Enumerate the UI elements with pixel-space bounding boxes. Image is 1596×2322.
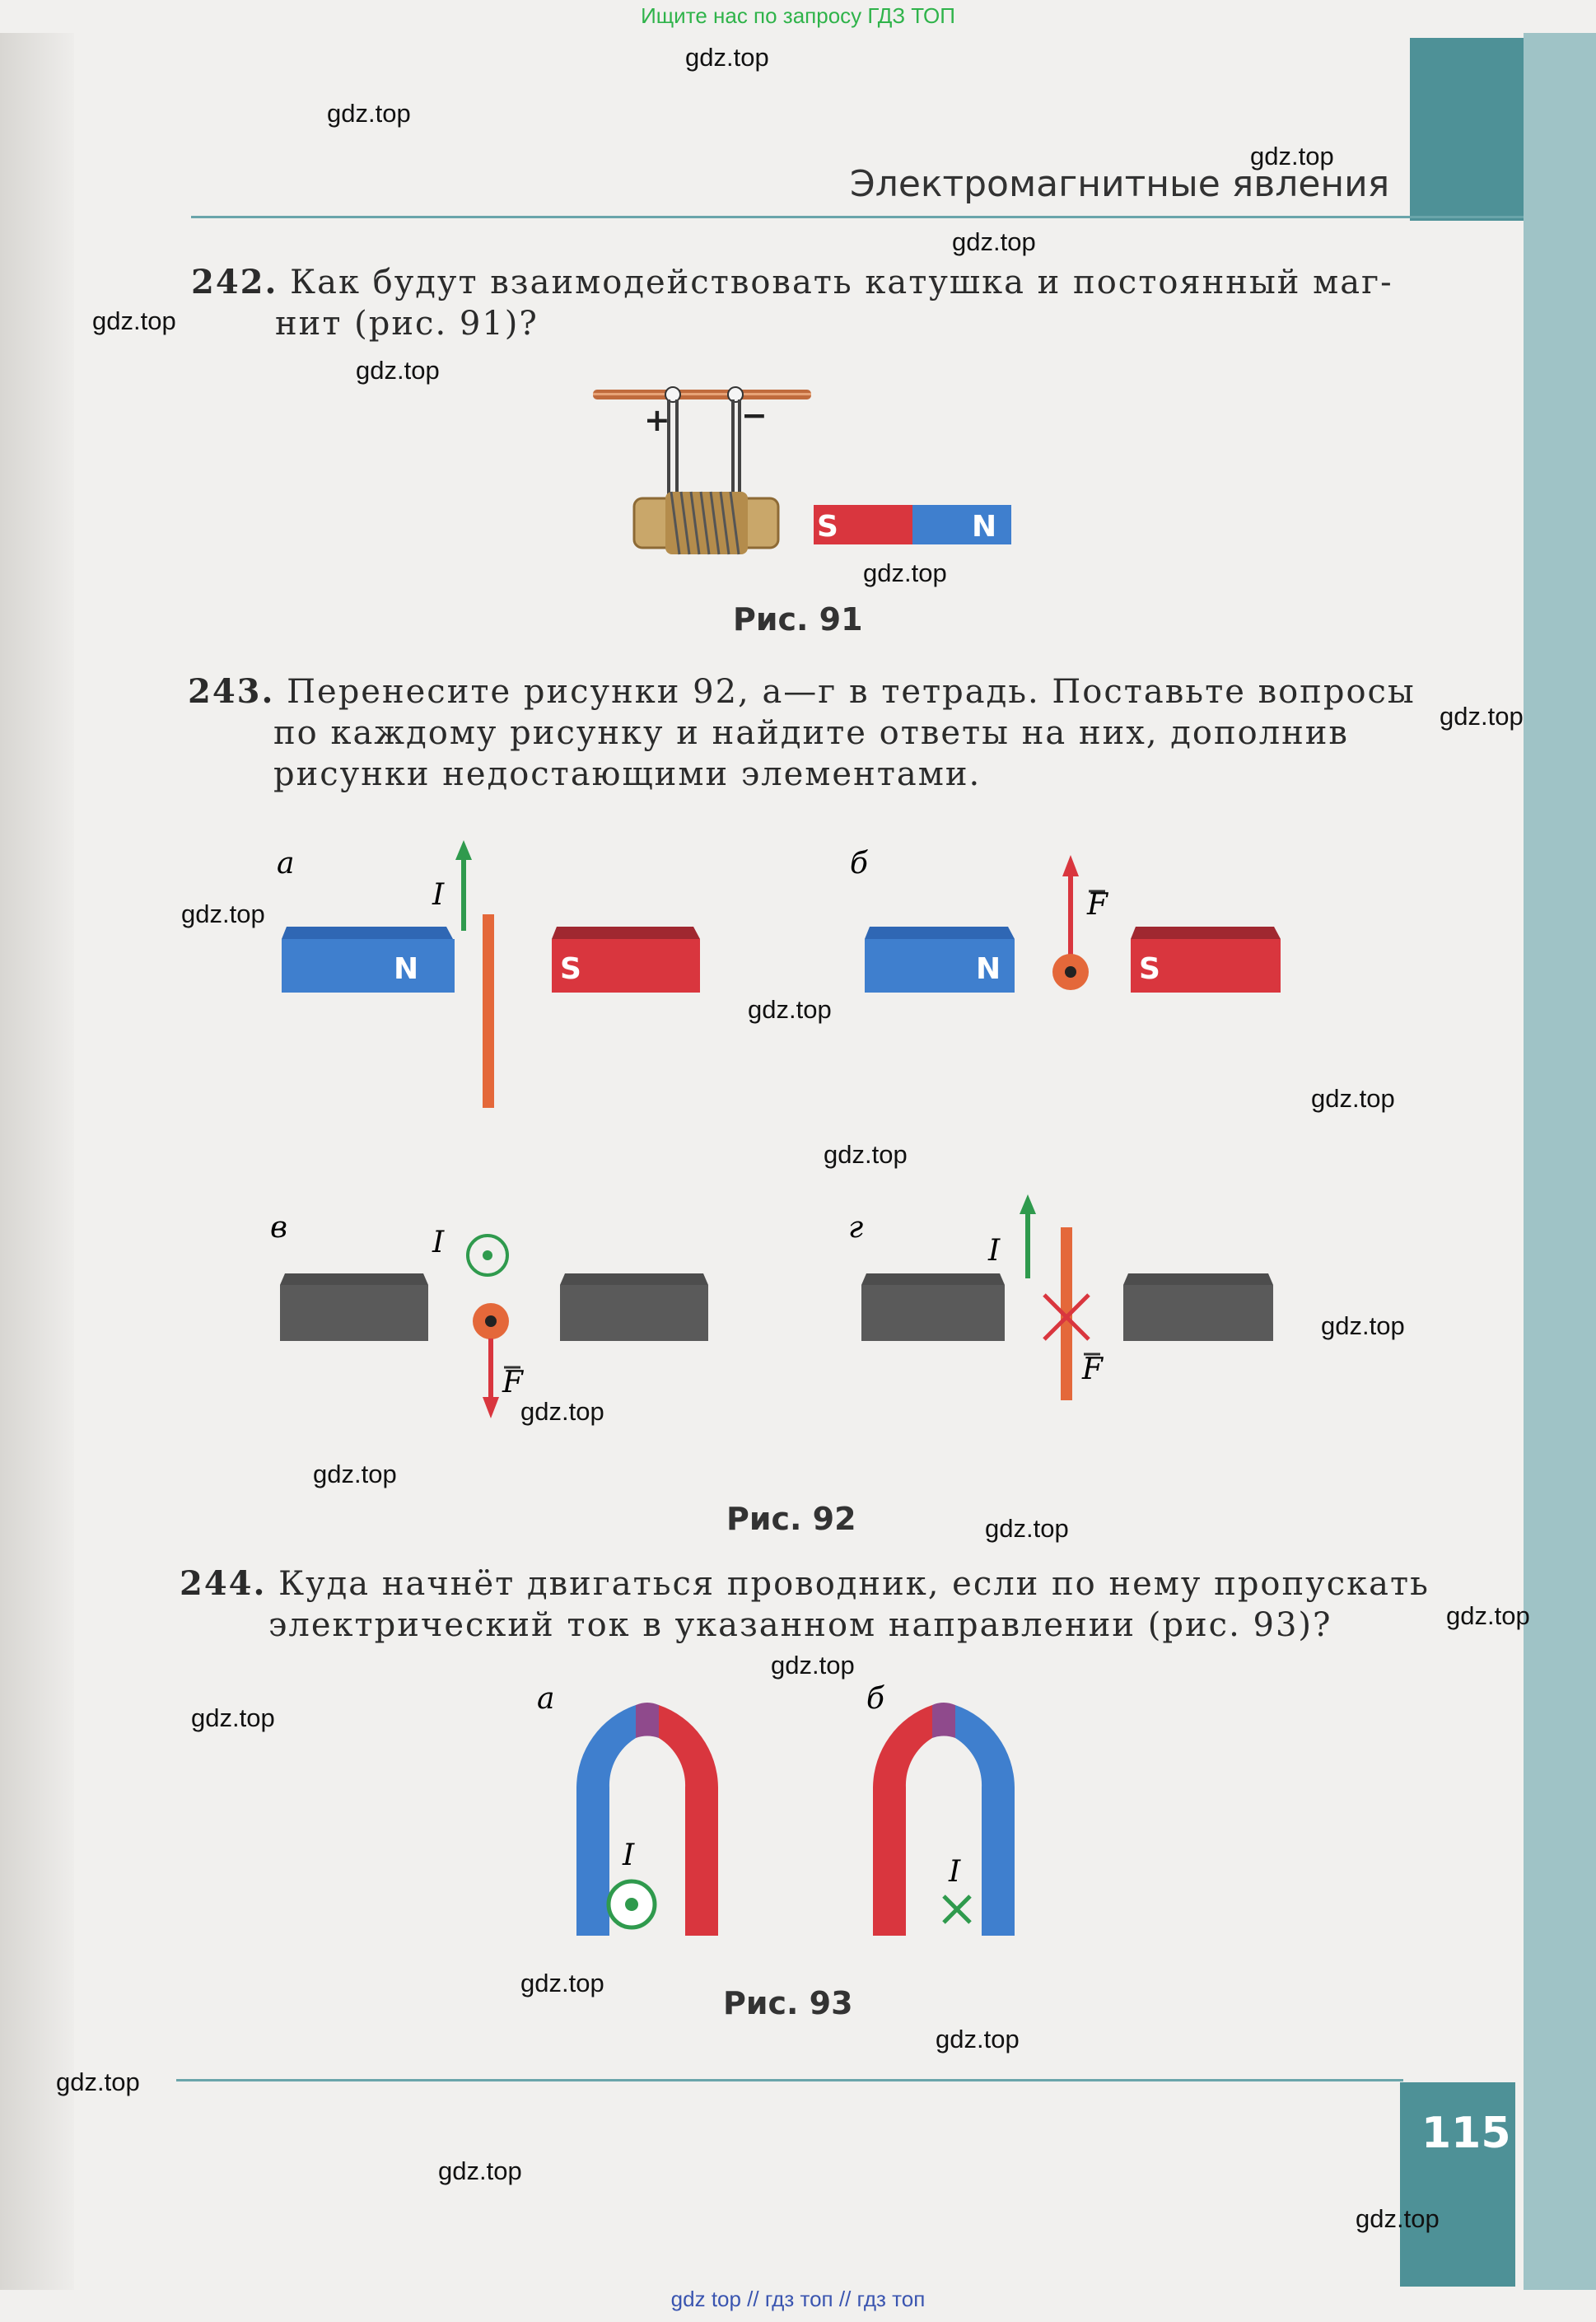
problem-text-line: Перенесите рисунки 92, а—г в тетрадь. Поставьте вопросы	[287, 673, 1416, 711]
watermark: gdz.top	[92, 306, 176, 335]
watermark: gdz.top	[1446, 1601, 1530, 1630]
watermark: gdz.top	[56, 2067, 140, 2096]
watermark: gdz.top	[1321, 1311, 1405, 1340]
panel-label-a: а	[537, 1682, 555, 1716]
minus-sign: −	[741, 397, 768, 433]
watermark: gdz.top	[1356, 2204, 1440, 2233]
magnet-n-label: N	[976, 952, 1001, 986]
panel-label-a: а	[277, 847, 295, 881]
right-edge-strip	[1524, 33, 1596, 2290]
top-banner[interactable]: Ищите нас по запросу ГДЗ ТОП	[641, 3, 955, 28]
watermark: gdz.top	[327, 99, 411, 128]
figure-93-caption: Рис. 93	[723, 1985, 853, 2021]
watermark: gdz.top	[520, 1969, 604, 1997]
force-label: F	[502, 1366, 523, 1399]
current-label: I	[623, 1838, 635, 1872]
watermark: gdz.top	[771, 1651, 855, 1680]
watermark: gdz.top	[356, 356, 440, 385]
figure-92-caption: Рис. 92	[726, 1501, 856, 1537]
footer-rule	[176, 2079, 1403, 2081]
problem-number: 243.	[188, 672, 275, 711]
problem-number: 244.	[180, 1564, 267, 1603]
magnet-s-label: S	[817, 510, 838, 544]
current-label: I	[432, 878, 445, 912]
watermark: gdz.top	[191, 1703, 275, 1732]
watermark: gdz.top	[438, 2156, 522, 2185]
problem-text-line: электрический ток в указанном направлении (рис. 93)?	[268, 1606, 1332, 1644]
figure-92-top	[264, 832, 1334, 1120]
problem-242	[191, 262, 1393, 344]
watermark: gdz.top	[181, 899, 265, 928]
header-rule	[191, 216, 1524, 218]
bottom-banner[interactable]: gdz top // гдз топ // гдз топ	[670, 2287, 926, 2311]
magnet-grey-left	[861, 1285, 1005, 1341]
watermark: gdz.top	[952, 227, 1036, 256]
problem-text-line: по каждому рисунку и найдите ответы на них, дополнив	[273, 714, 1349, 752]
magnet-n-label: N	[972, 510, 997, 544]
page-header-title: Электромагнитные явления	[850, 163, 1390, 205]
problem-text-line: рисунки недостающими элементами.	[273, 755, 982, 793]
magnet-n-label: N	[394, 952, 419, 986]
watermark: gdz.top	[313, 1460, 397, 1488]
panel-label-g: г	[848, 1211, 864, 1245]
plus-sign: +	[644, 402, 670, 438]
watermark: gdz.top	[1311, 1084, 1395, 1113]
magnet-grey-right	[560, 1285, 708, 1341]
watermark: gdz.top	[1250, 142, 1334, 171]
current-label: I	[949, 1855, 961, 1889]
problem-text-line: Куда начнёт двигаться проводник, если по нему пропускать	[278, 1565, 1430, 1603]
watermark: gdz.top	[748, 995, 832, 1024]
conductor-a	[483, 914, 494, 1108]
current-label: I	[432, 1226, 445, 1259]
problem-244	[180, 1563, 1430, 1646]
magnet-n-left	[282, 939, 455, 993]
watermark: gdz.top	[520, 1397, 604, 1426]
horseshoe-red-half	[659, 1705, 718, 1936]
force-label: F	[1087, 888, 1108, 922]
watermark: gdz.top	[985, 1514, 1069, 1543]
page-number: 115	[1421, 2109, 1511, 2158]
panel-label-b: б	[866, 1682, 884, 1716]
header-accent-block	[1410, 38, 1524, 221]
figure-93	[527, 1672, 1087, 1952]
watermark: gdz.top	[936, 2025, 1020, 2053]
problem-number: 242.	[191, 263, 278, 301]
magnet-s-label: S	[560, 952, 581, 986]
figure-91	[576, 375, 1021, 572]
figure-92-bottom	[264, 1203, 1334, 1450]
page-spine	[0, 33, 74, 2290]
magnet-grey-right	[1123, 1285, 1273, 1341]
watermark: gdz.top	[863, 558, 947, 587]
problem-text-line: нит (рис. 91)?	[275, 305, 539, 343]
magnet-grey-left	[280, 1285, 428, 1341]
problem-text-line: Как будут взаимодействовать катушка и постоянный маг-	[290, 264, 1393, 301]
watermark: gdz.top	[824, 1140, 908, 1169]
magnet-s-label: S	[1139, 952, 1160, 986]
figure-91-caption: Рис. 91	[733, 601, 863, 638]
watermark: gdz.top	[1440, 702, 1524, 731]
current-label: I	[988, 1234, 1001, 1268]
horseshoe-red-half	[873, 1705, 932, 1936]
panel-label-b: б	[850, 847, 868, 881]
watermark: gdz.top	[685, 43, 769, 72]
force-label: F	[1082, 1353, 1103, 1386]
panel-label-v: в	[270, 1211, 287, 1245]
problem-243	[188, 671, 1416, 795]
